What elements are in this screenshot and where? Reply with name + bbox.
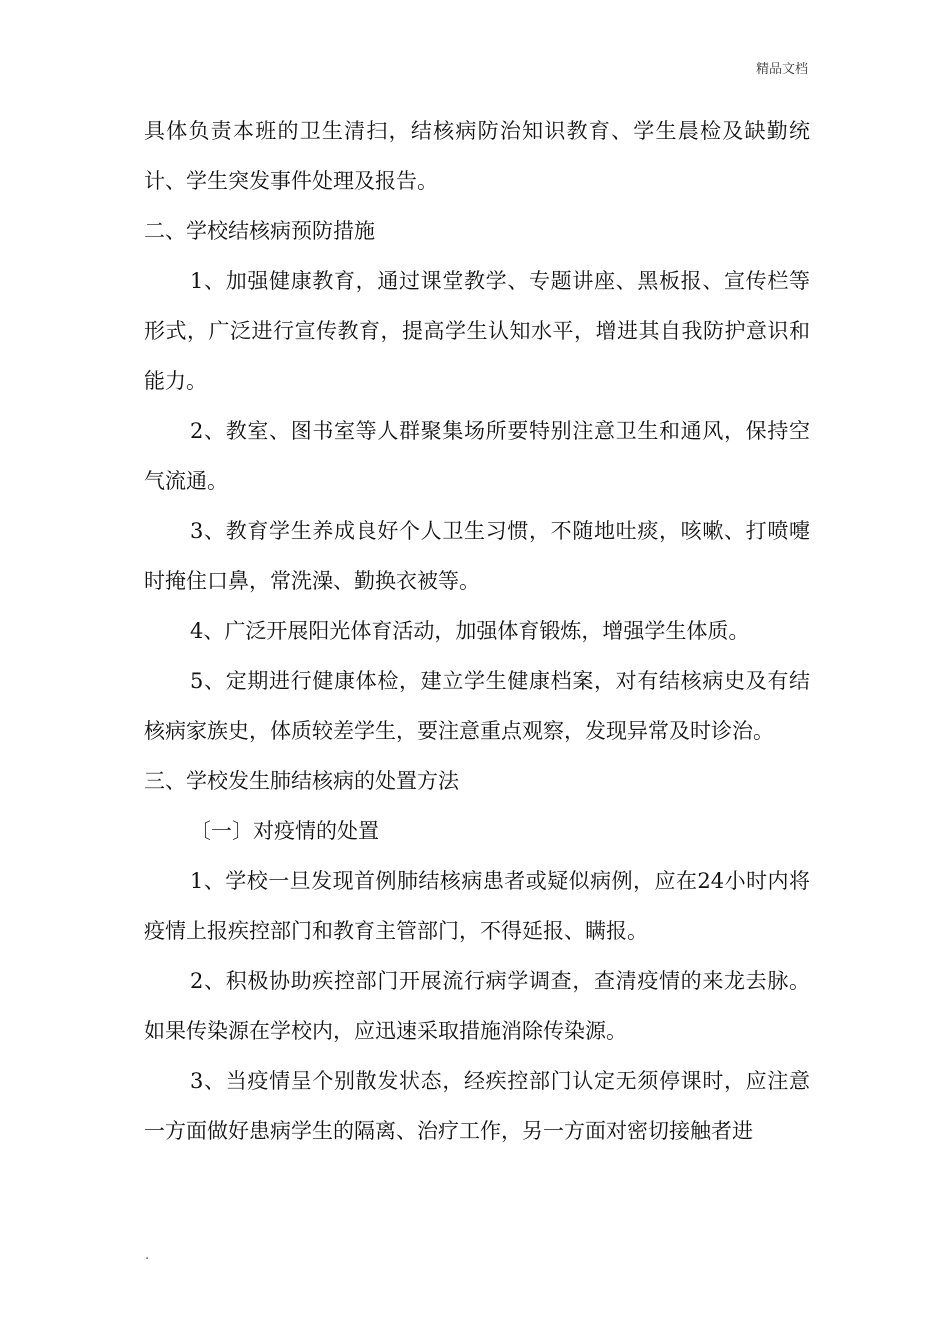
document-body: [144, 106, 810, 1156]
paragraph-ventilation: 2、教室、图书室等人群聚集场所要特别注意卫生和通风，保持空气流通。: [144, 419, 810, 493]
heading-outbreak-handling: 三、学校发生肺结核病的处置方法: [144, 769, 459, 793]
paragraph-health-checkups: 5、定期进行健康体检，建立学生健康档案，对有结核病史及有结核病家族史，体质较差学生，要注意重点观察，发现异常及时诊治。: [144, 669, 810, 743]
page-header-tag: 精品文档: [755, 62, 808, 77]
footer-mark: .: [145, 1248, 150, 1263]
paragraph-sporadic-cases: 3、当疫情呈个别散发状态，经疾控部门认定无须停课时，应注意一方面做好患病学生的隔离、治疗工作，另一方面对密切接触者进: [144, 1069, 810, 1143]
paragraph-sports-activities: 4、广泛开展阳光体育活动，加强体育锻炼，增强学生体质。: [190, 619, 750, 643]
paragraph-class-duties: 具体负责本班的卫生清扫，结核病防治知识教育、学生晨检及缺勤统计、学生突发事件处理及报告。: [144, 119, 810, 193]
subheading-epidemic-handling: 〔一〕对疫情的处置: [190, 819, 379, 843]
paragraph-health-education: 1、加强健康教育，通过课堂教学、专题讲座、黑板报、宣传栏等形式，广泛进行宣传教育，提高学生认知水平，增进其自我防护意识和能力。: [144, 269, 810, 393]
paragraph-hygiene-habits: 3、教育学生养成良好个人卫生习惯，不随地吐痰，咳嗽、打喷嚏时掩住口鼻，常洗澡、勤换衣被等。: [144, 519, 810, 593]
heading-prevention-measures: 二、学校结核病预防措施: [144, 219, 375, 243]
paragraph-epidemiological-investigation: 2、积极协助疾控部门开展流行病学调查，查清疫情的来龙去脉。如果传染源在学校内，应迅速采取措施消除传染源。: [144, 969, 810, 1043]
paragraph-report-within-24h: 1、学校一旦发现首例肺结核病患者或疑似病例，应在24小时内将疫情上报疾控部门和教育主管部门，不得延报、瞒报。: [144, 869, 810, 943]
